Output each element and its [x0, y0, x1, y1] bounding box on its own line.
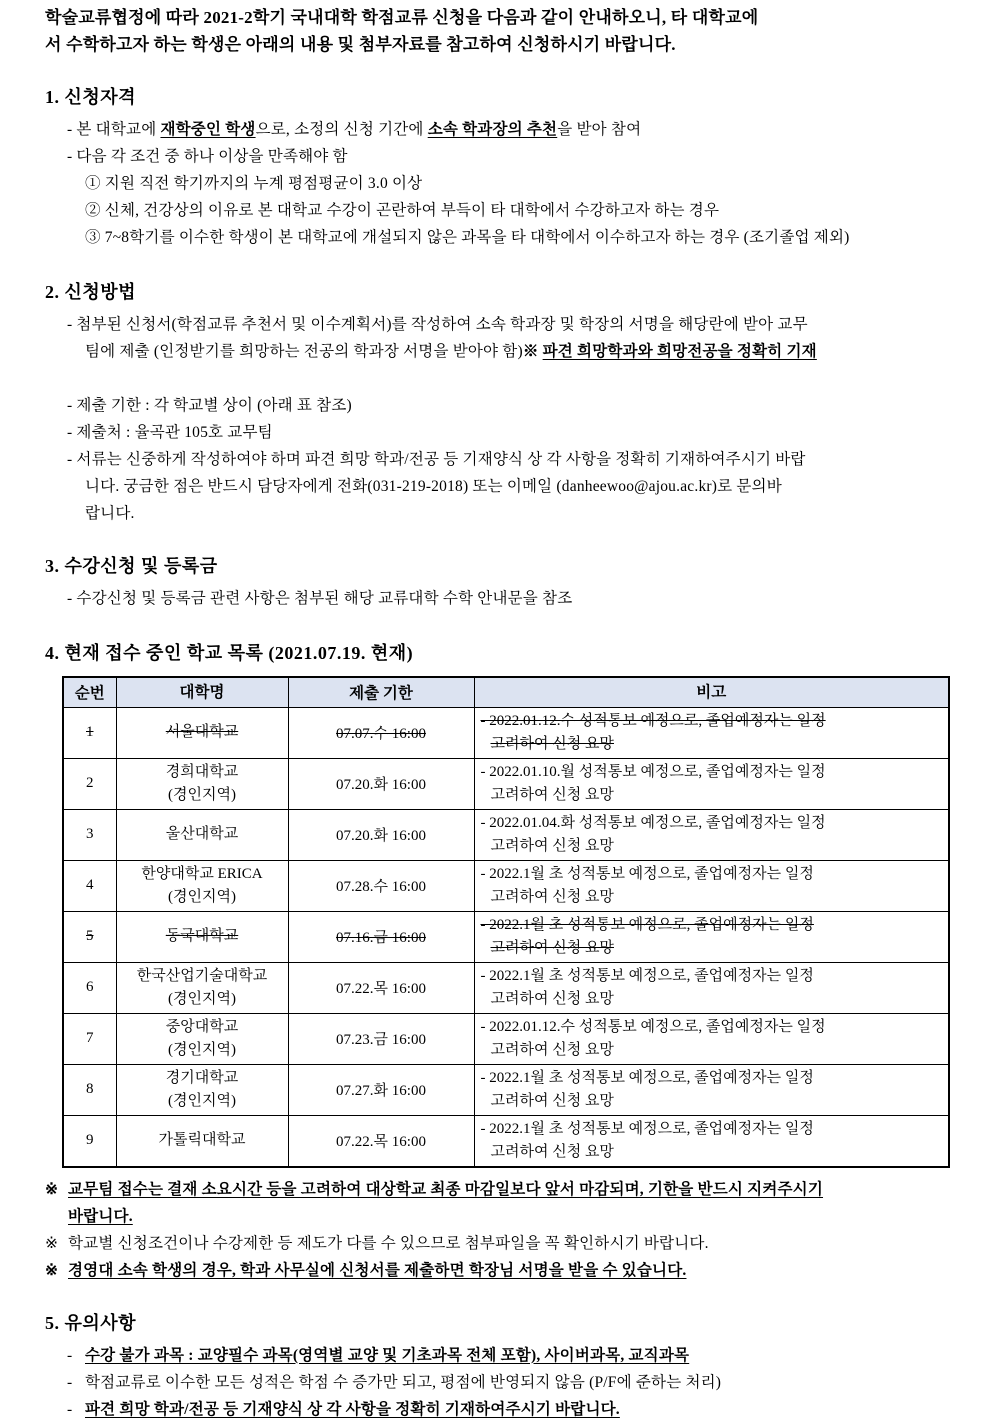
footnote-text [68, 1176, 823, 1230]
footnote-deadline-warning [45, 1176, 952, 1230]
reference-mark: ※ [45, 1180, 59, 1198]
s5-b1-emphasis: 수강 불가 과목 : 교양필수 과목(영역별 교양 및 기초과목 전체 포함), 사이버과목, 교직과목 [85, 1346, 690, 1364]
bullet-dash: - [67, 1346, 73, 1364]
section-2-title: 2. 신청방법 [45, 282, 137, 302]
col-header-deadline: 제출 기한 [288, 677, 474, 707]
section-3-title: 3. 수강신청 및 등록금 [45, 556, 218, 576]
table-header-row [63, 677, 949, 707]
s5-b3-emphasis: 파견 희망 학과/전공 등 기재양식 상 각 사항을 정확히 기재하여주시기 바랍니다. [85, 1400, 620, 1418]
cell-university: 울산대학교 [116, 809, 288, 860]
bullet-dash: - [67, 1400, 73, 1418]
remark-line-2: 고려하여 신청 요망 [490, 1092, 614, 1109]
university-name: 경희대학교 [165, 763, 239, 780]
table-row-dongguk [63, 911, 949, 962]
university-region: (경인지역) [168, 888, 236, 905]
footnote-text: 학교별 신청조건이나 수강제한 등 제도가 다를 수 있으므로 첨부파일을 꼭 확인하시기 바랍니다. [68, 1234, 709, 1252]
remark-line-1: - 2022.01.04.화 성적통보 예정으로, 졸업예정자는 일정 [480, 814, 826, 831]
university-region: (경인지역) [168, 990, 236, 1007]
table-row-kyunghee [63, 758, 949, 809]
cell-remark [474, 911, 949, 962]
school-list-table [62, 676, 950, 1168]
table-row-hanyang-erica [63, 860, 949, 911]
intro-line-1: 학술교류협정에 따라 2021-2학기 국내대학 학점교류 신청을 다음과 같이 안내하오니, 타 대학교에 [45, 8, 759, 27]
remark-line-1: - 2022.1월 초 성적통보 예정으로, 졸업예정자는 일정 [480, 1069, 814, 1086]
remark-line-1: - 2022.01.12.수 성적통보 예정으로, 졸업예정자는 일정 [480, 1018, 826, 1035]
cell-no: 5 [63, 911, 116, 962]
col-header-university: 대학명 [116, 677, 288, 707]
footnote-business-school [45, 1257, 952, 1284]
cell-deadline: 07.16.금 16:00 [288, 911, 474, 962]
cell-deadline: 07.20.화 16:00 [288, 758, 474, 809]
s2-bullet-caution-line-2: 니다. 궁금한 점은 반드시 담당자에게 전화(031-219-2018) 또는 이메일 (danheewoo@ajou.ac.kr)로 문의바 [85, 478, 782, 495]
cell-no: 7 [63, 1013, 116, 1064]
remark-line-1: - 2022.01.12.수 성적통보 예정으로, 졸업예정자는 일정 [480, 712, 826, 729]
remark-line-2: 고려하여 신청 요망 [490, 888, 614, 905]
cell-university: 동국대학교 [116, 911, 288, 962]
table-row-kyonggi [63, 1064, 949, 1115]
s1-b1-emphasis-recommendation: 소속 학과장의 추천 [427, 121, 558, 138]
cell-remark [474, 1064, 949, 1115]
university-region: (경인지역) [168, 1092, 236, 1109]
university-name: 중앙대학교 [165, 1018, 239, 1035]
footnotes [45, 1176, 952, 1284]
cell-remark [474, 707, 949, 758]
remark-line-1: - 2022.1월 초 성적통보 예정으로, 졸업예정자는 일정 [480, 1120, 814, 1137]
university-name: 한국산업기술대학교 [136, 967, 268, 984]
cell-no: 1 [63, 707, 116, 758]
remark-line-1: - 2022.1월 초 성적통보 예정으로, 졸업예정자는 일정 [480, 865, 814, 882]
remark-line-1: - 2022.01.10.월 성적통보 예정으로, 졸업예정자는 일정 [480, 763, 826, 780]
bullet-dash: - [67, 1373, 73, 1391]
cell-university [116, 758, 288, 809]
cell-remark [474, 962, 949, 1013]
s2-b1-emphasis-department: 파견 희망학과와 희망전공을 정확히 기재 [542, 343, 817, 360]
s1-bullet-eligibility [45, 116, 952, 143]
remark-line-1: - 2022.1월 초 성적통보 예정으로, 졸업예정자는 일정 [480, 916, 814, 933]
s1-condition-3: ③ 7~8학기를 이수한 학생이 본 대학교에 개설되지 않은 과목을 타 대학에서 이수하고자 하는 경우 (조기졸업 제외) [85, 229, 850, 246]
s2-bullet-caution-line-1: - 서류는 신중하게 작성하여야 하며 파견 희망 학과/전공 등 기재양식 상 각 사항을 정확히 기재하여주시기 바랍 [67, 451, 806, 468]
cell-remark [474, 1115, 949, 1167]
s3-bullet-tuition: - 수강신청 및 등록금 관련 사항은 첨부된 해당 교류대학 수학 안내문을 참조 [67, 590, 573, 607]
s1-condition-1: ① 지원 직전 학기까지의 누계 평점평균이 3.0 이상 [85, 175, 423, 192]
footnote-line-1: 교무팀 접수는 결재 소요시간 등을 고려하여 대상학교 최종 마감일보다 앞서 마감되며, 기한을 반드시 지켜주시기 [68, 1180, 824, 1198]
cell-no: 9 [63, 1115, 116, 1167]
s2-bullet-submit-line-2 [45, 338, 952, 365]
col-header-remark: 비고 [474, 677, 949, 707]
cell-deadline: 07.27.화 16:00 [288, 1064, 474, 1115]
cell-deadline: 07.22.목 16:00 [288, 1115, 474, 1167]
table-row-catholic [63, 1115, 949, 1167]
cell-no: 6 [63, 962, 116, 1013]
s5-bullet-accurate-entry [45, 1396, 952, 1423]
cell-remark [474, 809, 949, 860]
cell-university [116, 962, 288, 1013]
s1-b1-post: 을 받아 참여 [557, 121, 642, 138]
s1-bullet-conditions: - 다음 각 조건 중 하나 이상을 만족해야 함 [67, 148, 348, 165]
table-row-chungang [63, 1013, 949, 1064]
s2-bullet-submit-line-1: - 첨부된 신청서(학점교류 추천서 및 이수계획서)를 작성하여 소속 학과장 및 학장의 서명을 해당란에 받아 교무 [67, 316, 808, 333]
cell-deadline: 07.28.수 16:00 [288, 860, 474, 911]
cell-no: 4 [63, 860, 116, 911]
cell-remark [474, 1013, 949, 1064]
cell-no: 3 [63, 809, 116, 860]
table-row-kpu [63, 962, 949, 1013]
remark-line-2: 고려하여 신청 요망 [490, 837, 614, 854]
s5-bullet-restricted-courses [45, 1342, 952, 1369]
reference-mark: ※ [45, 1261, 59, 1279]
intro-line-2: 서 수학하고자 하는 학생은 아래의 내용 및 첨부자료를 참고하여 신청하시기 바랍니다. [45, 35, 676, 54]
s1-b1-emphasis-enrolled: 재학중인 학생 [160, 121, 256, 138]
s1-condition-2: ② 신체, 건강상의 이유로 본 대학교 수강이 곤란하여 부득이 타 대학에서 수강하고자 하는 경우 [85, 202, 720, 219]
section-1-title: 1. 신청자격 [45, 87, 137, 107]
cell-no: 8 [63, 1064, 116, 1115]
s1-b1-pre: - 본 대학교에 [67, 121, 161, 138]
cell-university [116, 1013, 288, 1064]
cell-no: 2 [63, 758, 116, 809]
cell-university: 서울대학교 [116, 707, 288, 758]
cell-deadline: 07.07.수 16:00 [288, 707, 474, 758]
s1-b1-mid: 으로, 소정의 신청 기간에 [255, 121, 428, 138]
cell-deadline: 07.22.목 16:00 [288, 962, 474, 1013]
university-name: 경기대학교 [165, 1069, 239, 1086]
s2-bullet-place: - 제출처 : 율곡관 105호 교무팀 [67, 424, 273, 441]
cell-remark [474, 758, 949, 809]
cell-university: 가톨릭대학교 [116, 1115, 288, 1167]
footnote-text: 경영대 소속 학생의 경우, 학과 사무실에 신청서를 제출하면 학장님 서명을 받을 수 있습니다. [68, 1261, 687, 1279]
remark-line-2: 고려하여 신청 요망 [490, 735, 614, 752]
university-region: (경인지역) [168, 1041, 236, 1058]
s5-bullet-grading [45, 1369, 952, 1396]
section-5-title: 5. 유의사항 [45, 1312, 137, 1333]
remark-line-2: 고려하여 신청 요망 [490, 939, 614, 956]
footnote-line-2: 바랍니다. [68, 1207, 133, 1225]
table-row-seoul [63, 707, 949, 758]
s5-b2-text: 학점교류로 이수한 모든 성적은 학점 수 증가만 되고, 평점에 반영되지 않음 (P/F에 준하는 처리) [85, 1373, 722, 1391]
s2-b1-l2-pre: 팀에 제출 (인정받기를 희망하는 전공의 학과장 서명을 받아야 함) [85, 343, 523, 360]
intro-paragraph [45, 4, 952, 58]
reference-mark: ※ [522, 343, 543, 360]
cell-remark [474, 860, 949, 911]
remark-line-2: 고려하여 신청 요망 [490, 786, 614, 803]
s2-bullet-caution-line-3: 랍니다. [85, 505, 135, 522]
cell-deadline: 07.20.화 16:00 [288, 809, 474, 860]
university-name: 한양대학교 ERICA [141, 865, 263, 882]
cell-university [116, 860, 288, 911]
remark-line-2: 고려하여 신청 요망 [490, 990, 614, 1007]
cell-deadline: 07.23.금 16:00 [288, 1013, 474, 1064]
col-header-no: 순번 [63, 677, 116, 707]
remark-line-2: 고려하여 신청 요망 [490, 1041, 614, 1058]
remark-line-1: - 2022.1월 초 성적통보 예정으로, 졸업예정자는 일정 [480, 967, 814, 984]
s2-bullet-deadline: - 제출 기한 : 각 학교별 상이 (아래 표 참조) [67, 397, 352, 414]
reference-mark: ※ [45, 1234, 59, 1252]
table-row-ulsan [63, 809, 949, 860]
cell-university [116, 1064, 288, 1115]
footnote-check-attachments [45, 1230, 952, 1257]
section-4-title: 4. 현재 접수 중인 학교 목록 (2021.07.19. 현재) [45, 643, 414, 663]
remark-line-2: 고려하여 신청 요망 [490, 1143, 614, 1160]
university-region: (경인지역) [168, 786, 236, 803]
